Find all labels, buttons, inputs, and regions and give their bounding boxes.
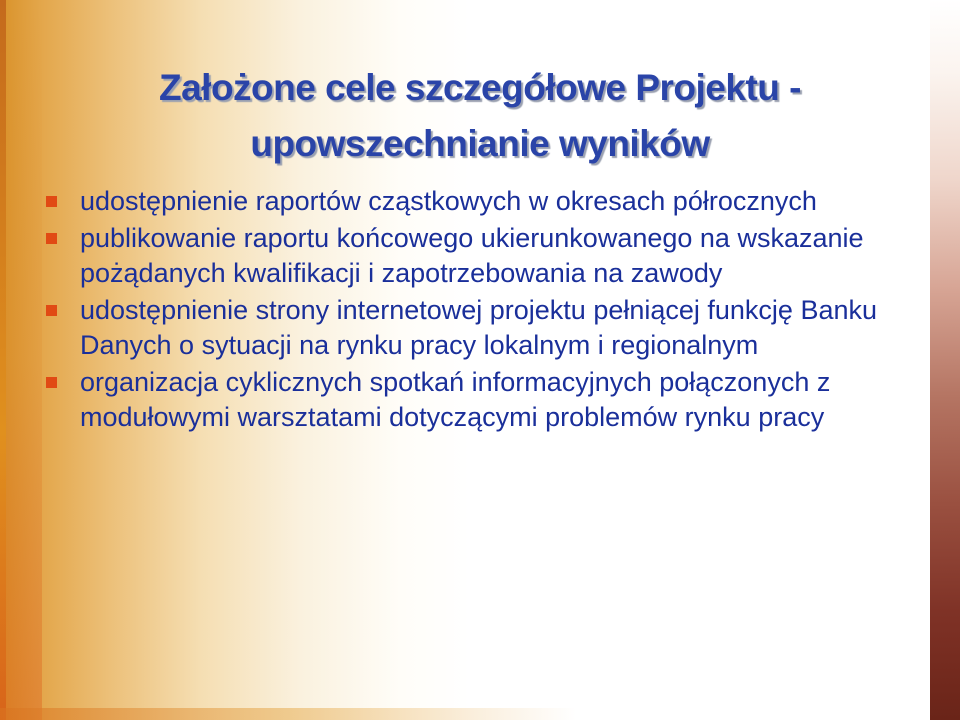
bullet-item-4 (46, 365, 916, 436)
slide-title (90, 60, 870, 172)
bullet-list (46, 184, 916, 436)
square-bullet-icon (46, 305, 57, 316)
square-bullet-icon (46, 233, 57, 244)
square-bullet-icon (46, 196, 57, 207)
square-bullet-icon (46, 377, 57, 388)
slide-title-line-2: upowszechnianie wyników (250, 123, 710, 164)
bullet-text-3: udostępnienie strony internetowej projektu pełniącej funkcję Banku Danych o sytuacji na rynku pracy lokalnym i regionalnym (80, 294, 878, 360)
bullet-item-2 (46, 221, 916, 292)
right-gradient-bar (930, 0, 960, 720)
bottom-decoration (0, 708, 960, 720)
bullet-item-3 (46, 293, 916, 364)
left-gradient-band (6, 0, 42, 720)
bullet-item-1 (46, 184, 916, 220)
bullet-text-1: udostępnienie raportów cząstkowych w okresach półrocznych (80, 186, 817, 216)
bullet-text-4: organizacja cyklicznych spotkań informacyjnych połączonych z modułowymi warsztatami dotyczącymi problemów rynku pracy (80, 366, 831, 432)
bullet-text-2: publikowanie raportu końcowego ukierunkowanego na wskazanie pożądanych kwalifikacji i zapotrzebowania na zawody (80, 222, 864, 288)
slide-title-line-1: Założone cele szczegółowe Projektu - (158, 67, 801, 108)
